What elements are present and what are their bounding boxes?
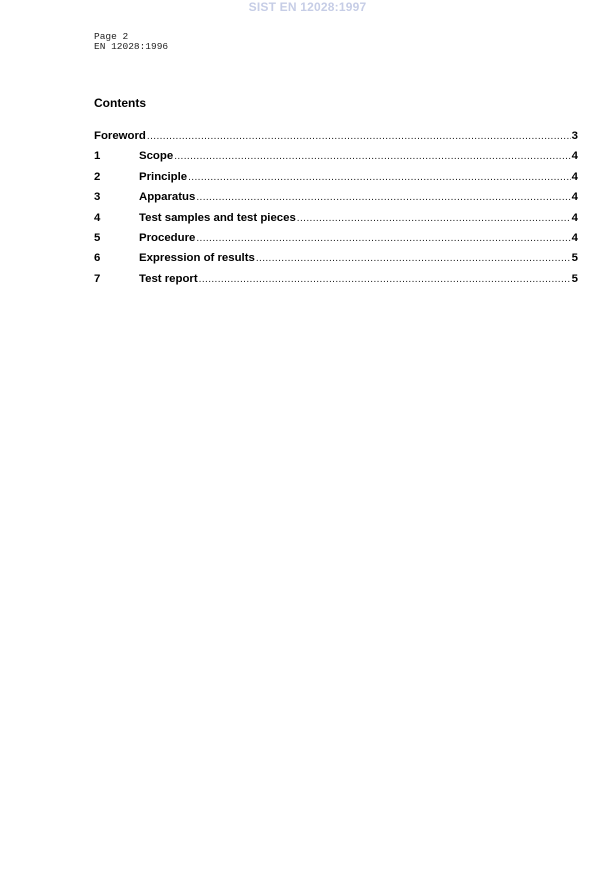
toc-entry-title: Principle	[139, 170, 188, 183]
toc-entry-number: 6	[94, 252, 101, 265]
toc-entry-page: 4	[571, 150, 578, 163]
toc-entry-page: 4	[571, 191, 578, 204]
toc-leader-dots	[196, 233, 570, 244]
toc-leader-dots	[256, 253, 571, 264]
toc-entry-test-report[interactable]	[94, 273, 578, 293]
toc-entry-test-samples[interactable]	[94, 212, 578, 232]
table-of-contents	[94, 130, 578, 293]
standard-id: EN 12028:1996	[94, 41, 169, 52]
toc-leader-dots	[199, 274, 571, 285]
toc-entry-page: 4	[571, 231, 578, 244]
page-label: Page 2	[94, 31, 129, 42]
toc-entry-number: 2	[94, 170, 101, 183]
toc-entry-page: 4	[571, 170, 578, 183]
toc-entry-title: Foreword	[94, 130, 146, 142]
toc-entry-number: 1	[94, 150, 101, 163]
toc-leader-dots	[196, 192, 570, 203]
toc-entry-scope[interactable]	[94, 150, 578, 170]
page-header	[94, 32, 168, 52]
toc-entry-title: Test samples and test pieces	[139, 211, 296, 224]
toc-entry-page: 5	[571, 272, 578, 285]
toc-entry-foreword[interactable]	[94, 130, 578, 150]
toc-entry-principle[interactable]	[94, 171, 578, 191]
watermark: SIST EN 12028:1997	[248, 0, 367, 14]
toc-leader-dots	[297, 213, 571, 224]
toc-entry-title: Procedure	[139, 231, 196, 244]
toc-entry-number: 4	[94, 211, 101, 224]
toc-entry-procedure[interactable]	[94, 232, 578, 252]
toc-leader-dots	[174, 151, 570, 162]
toc-entry-expression-of-results[interactable]	[94, 252, 578, 272]
toc-entry-title: Test report	[139, 272, 198, 285]
toc-entry-title: Scope	[139, 150, 174, 163]
toc-entry-title: Expression of results	[139, 252, 255, 265]
toc-entry-apparatus[interactable]	[94, 191, 578, 211]
toc-leader-dots	[188, 172, 571, 183]
toc-entry-number: 3	[94, 191, 101, 204]
toc-entry-page: 3	[571, 130, 578, 142]
toc-entry-number: 5	[94, 231, 101, 244]
toc-entry-number: 7	[94, 272, 101, 285]
toc-entry-page: 5	[571, 252, 578, 265]
toc-entry-title: Apparatus	[139, 191, 196, 204]
toc-leader-dots	[147, 131, 571, 142]
contents-title: Contents	[94, 96, 146, 110]
toc-entry-page: 4	[571, 211, 578, 224]
